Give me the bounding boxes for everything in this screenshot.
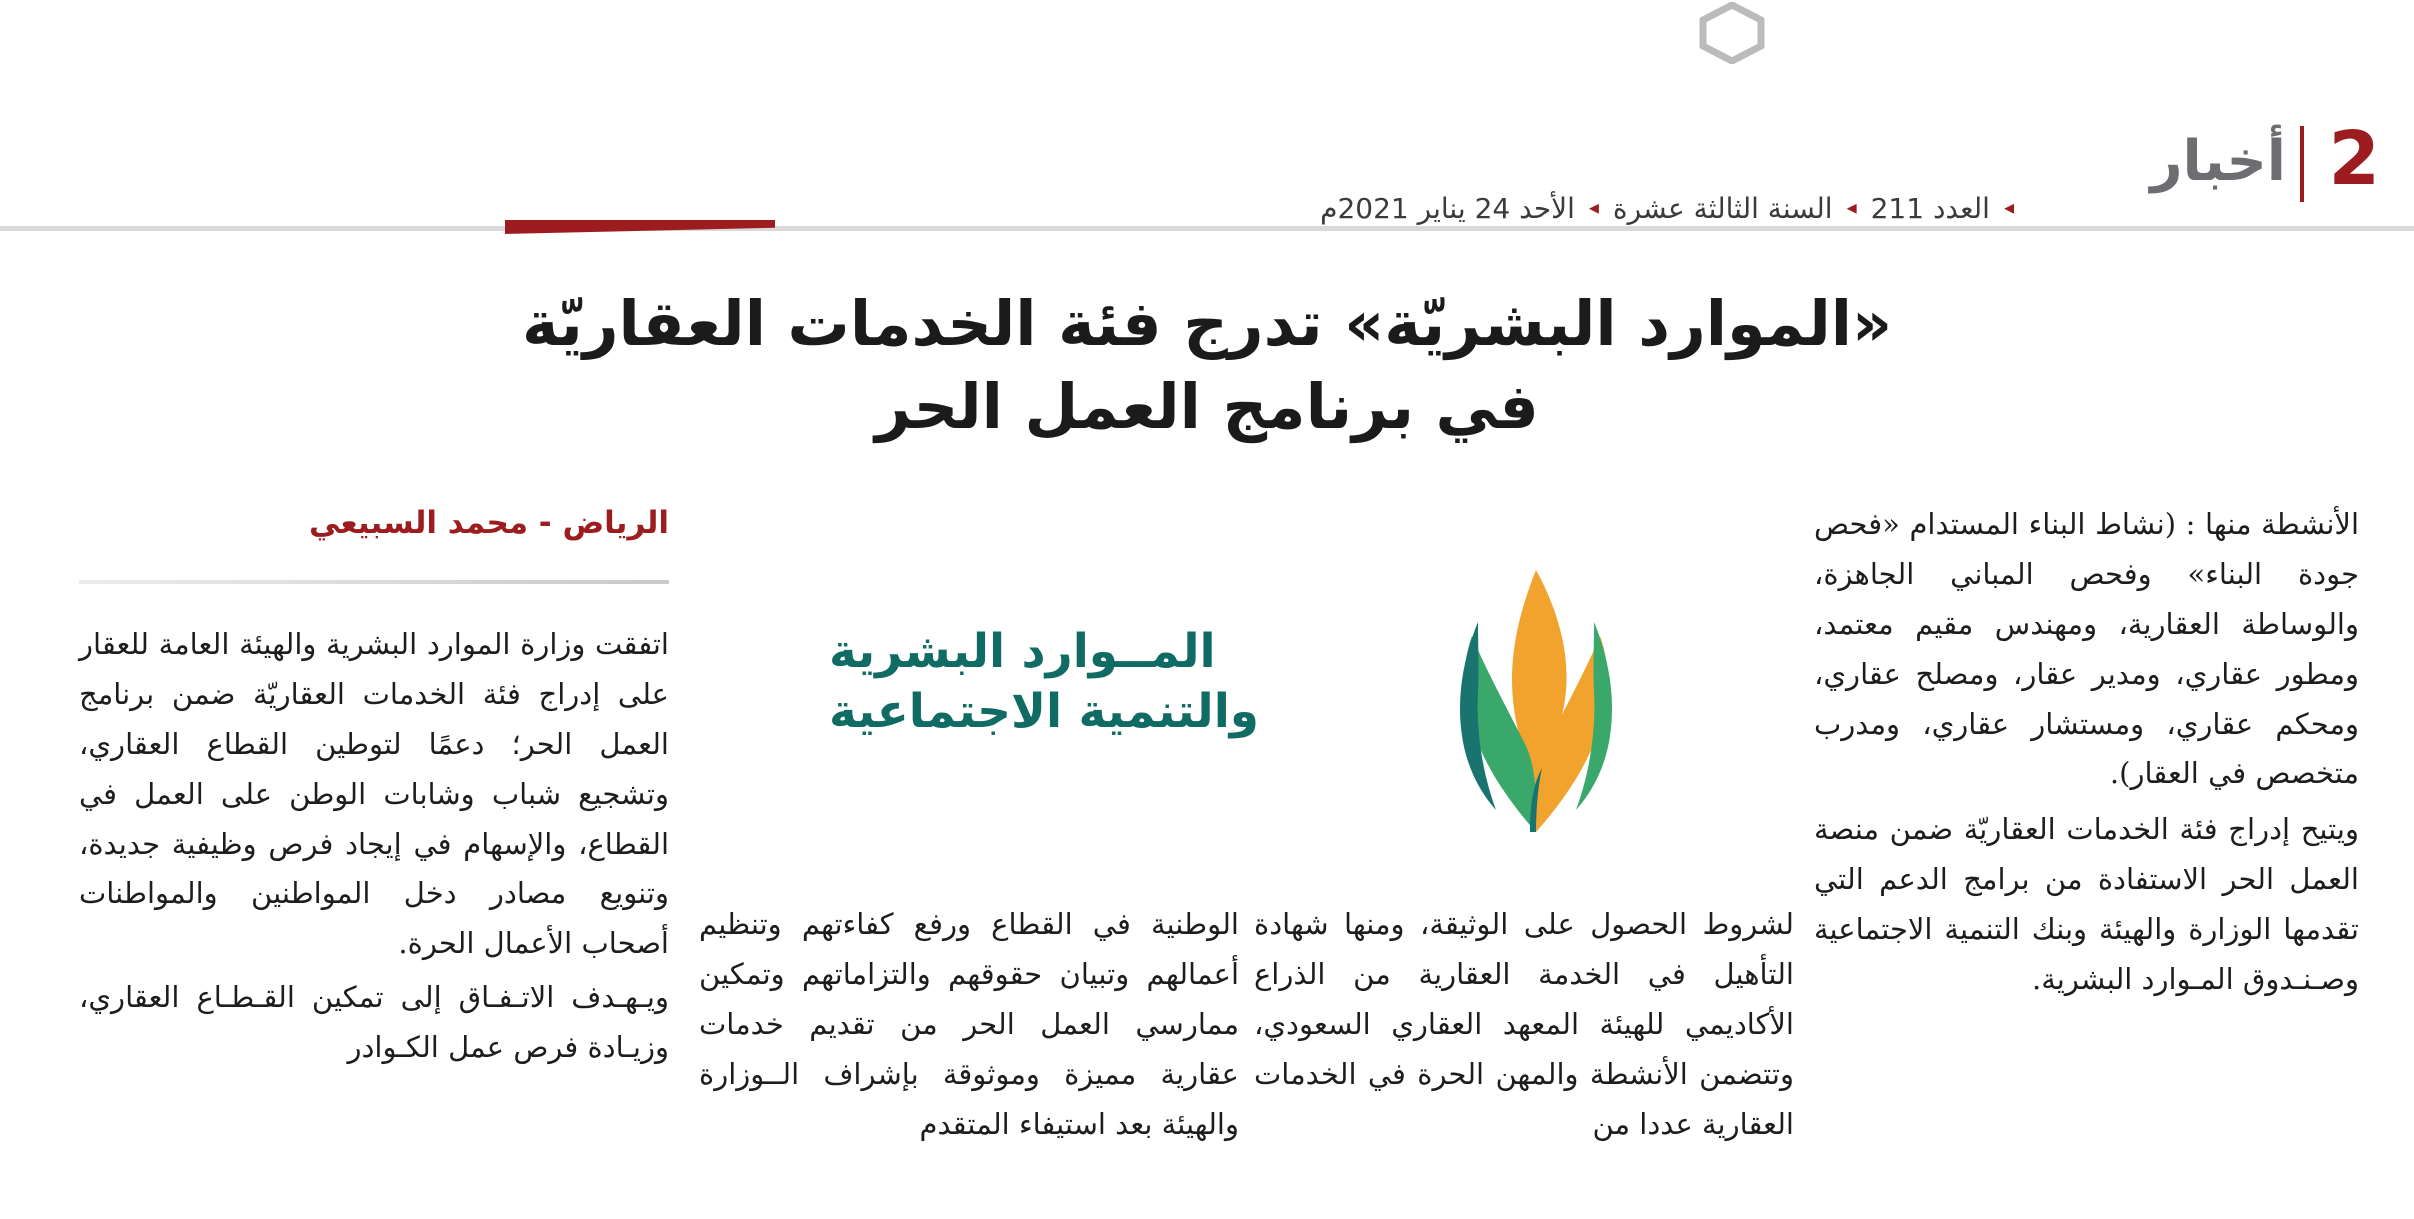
issue-year: السنة الثالثة عشرة [1612, 192, 1833, 225]
byline-rule [79, 580, 669, 584]
masthead-rule [0, 226, 2414, 231]
ministry-palm-mark-icon [1386, 560, 1686, 845]
hexagon-mark-icon [1697, 2, 1767, 64]
body-column-4 [1814, 500, 2359, 1009]
page-bottom-edge [0, 1193, 2414, 1219]
paragraph: الوطنية في القطاع ورفع كفاءتهم وتنظيم أعمالهم وتبيان حقوقهم والتزاماتهم وتمكين ممارسي العمل الحر من تقديم خدمات عقارية مميزة وموثوقة بإشراف الــوزارة والهيئة بعد استيفاء المتقدم [699, 907, 1239, 1141]
section-title: أخبار [2150, 129, 2286, 194]
issue-info [1320, 192, 2014, 225]
ministry-logo-text [829, 622, 1374, 742]
paragraph: الأنشطة منها : (نشاط البناء المستدام «فحص جودة البناء» وفحص المباني الجاهزة، والوساطة العقارية، ومهندس مقيم معتمد، ومطور عقاري، ومدير عقار، ومصلح عقاري، ومحكم عقاري، ومستشار عقاري، ومدرب متخصص في العقار). [1814, 507, 2359, 791]
body-column-1 [79, 620, 669, 1077]
body-column-3 [1254, 900, 1794, 1153]
page-number: 2 [2328, 116, 2380, 202]
caret-icon-1: ◂ [2003, 194, 2014, 219]
paragraph: اتفقت وزارة الموارد البشرية والهيئة العامة للعقار على إدراج فئة الخدمات العقاريّة ضمن برنامج العمل الحر؛ دعمًا لتوطين القطاع العقاري، وتشجيع شباب وشابات الوطن على العمل في القطاع، والإسهام في إيجاد فرص وظيفية جديدة، وتنويع مصادر دخل المواطنين والمواطنات أصحاب الأعمال الحرة. [79, 627, 669, 961]
paragraph: ويـهـدف الاتـفـاق إلى تمكين القـطـاع العقاري، وزيـادة فرص عمل الكـوادر [79, 980, 669, 1064]
body-column-2 [699, 900, 1239, 1153]
issue-number: العدد 211 [1870, 192, 1990, 225]
ministry-name-line-1: المــوارد البشرية [829, 624, 1216, 679]
headline-line-2: في برنامج العمل الحر [875, 370, 1539, 444]
paragraph: لشروط الحصول على الوثيقة، ومنها شهادة التأهيل في الخدمة العقارية من الذراع الأكاديمي للهيئة المعهد العقاري السعودي، وتتضمن الأنشطة والمهن الحرة في الخدمات العقارية عددا من [1254, 907, 1794, 1141]
caret-icon-3: ◂ [1588, 194, 1599, 219]
caret-icon-2: ◂ [1846, 194, 1857, 219]
masthead-accent-bar [505, 220, 775, 234]
ministry-name-line-2: والتنمية الاجتماعية [829, 684, 1260, 740]
article-byline: الرياض - محمد السبيعي [309, 505, 669, 541]
article-headline [0, 282, 2414, 449]
headline-line-1: «الموارد البشريّة» تدرج فئة الخدمات العقاريّة [521, 286, 1893, 360]
masthead [0, 60, 2414, 225]
masthead-divider [2300, 126, 2304, 202]
ministry-logo [814, 560, 1704, 850]
issue-date: الأحد 24 يناير 2021م [1320, 192, 1575, 225]
paragraph: ويتيح إدراج فئة الخدمات العقاريّة ضمن منصة العمل الحر الاستفادة من برامج الدعم التي تقدمها الوزارة والهيئة وبنك التنمية الاجتماعية وصـنـدوق المـوارد البشرية. [1814, 812, 2359, 996]
